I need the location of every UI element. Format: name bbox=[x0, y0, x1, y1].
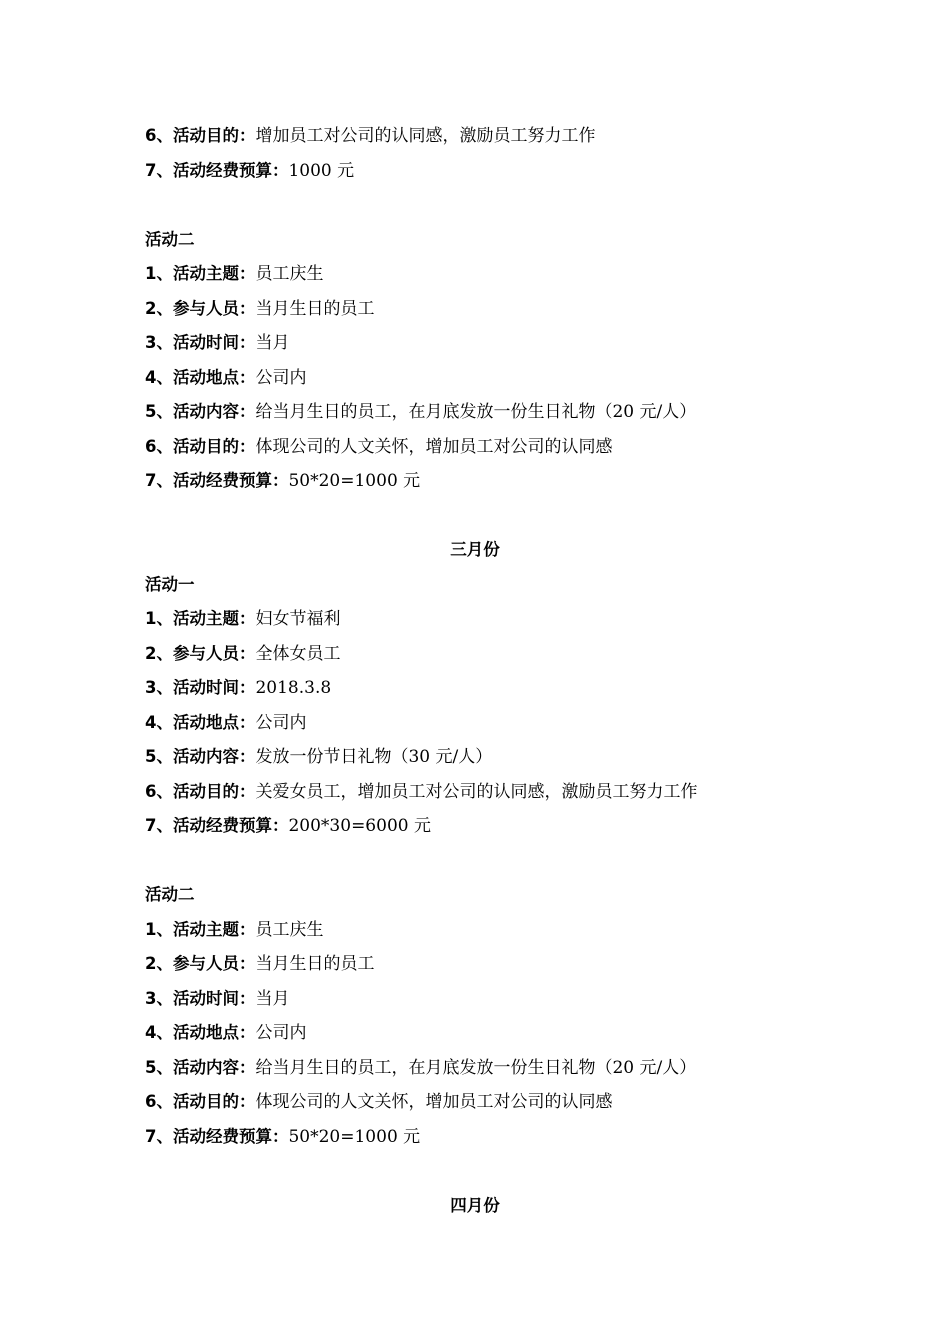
item-value: 给当月生日的员工，在月底发放一份生日礼物（20 元/人） bbox=[255, 1058, 697, 1078]
item-label: 7、活动经费预算： bbox=[145, 816, 289, 835]
item-value: 员工庆生 bbox=[255, 920, 324, 940]
item-label: 1、活动主题： bbox=[145, 609, 256, 628]
month-title: 四月份 bbox=[450, 1196, 500, 1215]
list-item bbox=[145, 607, 340, 631]
list-item bbox=[145, 331, 289, 355]
item-value: 体现公司的人文关怀，增加员工对公司的认同感 bbox=[255, 1092, 613, 1112]
item-label: 5、活动内容： bbox=[145, 402, 256, 421]
item-label: 4、活动地点： bbox=[145, 713, 256, 732]
item-label: 5、活动内容： bbox=[145, 1058, 256, 1077]
list-item bbox=[145, 711, 306, 735]
item-label: 3、活动时间： bbox=[145, 333, 256, 352]
item-label: 2、参与人员： bbox=[145, 644, 256, 663]
item-label: 7、活动经费预算： bbox=[145, 471, 289, 490]
activity-heading: 活动一 bbox=[145, 575, 195, 594]
item-value: 增加员工对公司的认同感，激励员工努力工作 bbox=[255, 126, 596, 146]
item-value: 妇女节福利 bbox=[255, 609, 341, 629]
item-label: 6、活动目的： bbox=[145, 126, 256, 145]
list-item bbox=[145, 1090, 612, 1114]
item-label: 6、活动目的： bbox=[145, 437, 256, 456]
list-item bbox=[145, 987, 289, 1011]
item-value: 公司内 bbox=[255, 713, 307, 733]
item-label: 7、活动经费预算： bbox=[145, 161, 289, 180]
list-item bbox=[145, 676, 331, 700]
item-value: 公司内 bbox=[255, 1023, 307, 1043]
item-value: 50*20=1000 元 bbox=[288, 471, 421, 491]
list-item bbox=[145, 366, 306, 390]
item-value: 公司内 bbox=[255, 368, 307, 388]
item-label: 6、活动目的： bbox=[145, 782, 256, 801]
list-item bbox=[145, 1056, 696, 1080]
item-value: 2018.3.8 bbox=[255, 678, 332, 698]
list-item bbox=[145, 469, 420, 493]
item-label: 1、活动主题： bbox=[145, 920, 256, 939]
month-title: 三月份 bbox=[450, 540, 500, 559]
budget-line bbox=[145, 159, 354, 183]
item-label: 3、活动时间： bbox=[145, 678, 256, 697]
list-item bbox=[145, 814, 431, 838]
list-item bbox=[145, 1125, 420, 1149]
item-label: 4、活动地点： bbox=[145, 368, 256, 387]
list-item bbox=[145, 1021, 306, 1045]
item-value: 发放一份节日礼物（30 元/人） bbox=[255, 747, 493, 767]
item-label: 3、活动时间： bbox=[145, 989, 256, 1008]
item-value: 给当月生日的员工，在月底发放一份生日礼物（20 元/人） bbox=[255, 402, 697, 422]
list-item bbox=[145, 918, 323, 942]
purpose-line bbox=[145, 124, 595, 148]
item-label: 1、活动主题： bbox=[145, 264, 256, 283]
item-value: 体现公司的人文关怀，增加员工对公司的认同感 bbox=[255, 437, 613, 457]
list-item bbox=[145, 780, 697, 804]
item-value: 50*20=1000 元 bbox=[288, 1127, 421, 1147]
item-value: 当月生日的员工 bbox=[255, 954, 375, 974]
list-item bbox=[145, 262, 323, 286]
item-label: 6、活动目的： bbox=[145, 1092, 256, 1111]
item-value: 全体女员工 bbox=[255, 644, 341, 664]
list-item bbox=[145, 435, 612, 459]
activity-heading: 活动二 bbox=[145, 885, 195, 904]
list-item bbox=[145, 745, 492, 769]
item-label: 2、参与人员： bbox=[145, 954, 256, 973]
item-label: 2、参与人员： bbox=[145, 299, 256, 318]
item-label: 7、活动经费预算： bbox=[145, 1127, 289, 1146]
list-item bbox=[145, 297, 374, 321]
item-value: 当月 bbox=[255, 989, 290, 1009]
item-value: 关爱女员工，增加员工对公司的认同感，激励员工努力工作 bbox=[255, 782, 698, 802]
item-value: 当月 bbox=[255, 333, 290, 353]
list-item bbox=[145, 400, 696, 424]
activity-heading: 活动二 bbox=[145, 230, 195, 249]
list-item bbox=[145, 642, 340, 666]
item-value: 1000 元 bbox=[288, 161, 355, 181]
item-value: 当月生日的员工 bbox=[255, 299, 375, 319]
list-item bbox=[145, 952, 374, 976]
item-label: 4、活动地点： bbox=[145, 1023, 256, 1042]
item-label: 5、活动内容： bbox=[145, 747, 256, 766]
item-value: 200*30=6000 元 bbox=[288, 816, 431, 836]
item-value: 员工庆生 bbox=[255, 264, 324, 284]
